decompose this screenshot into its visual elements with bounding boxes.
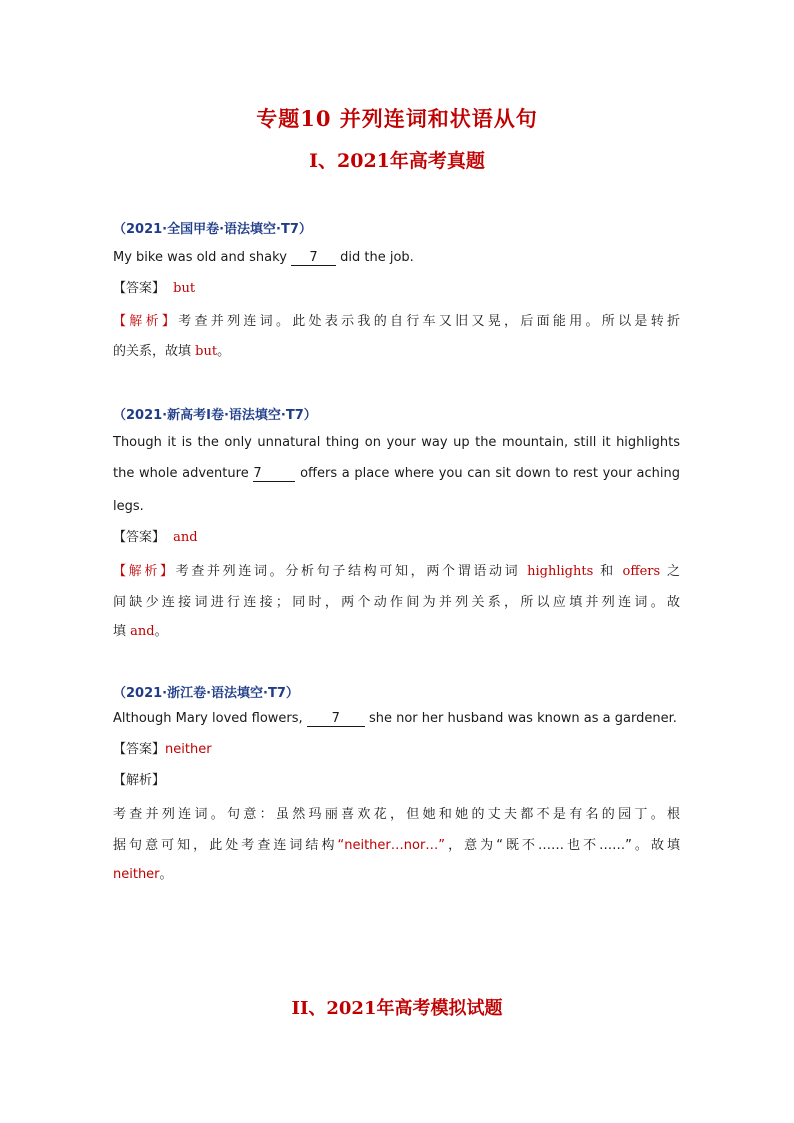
q2-answer-label: 【答案】	[113, 530, 166, 545]
q3-stem-before: Although Mary loved flowers,	[113, 711, 307, 726]
q2-answer-value: and	[173, 530, 198, 545]
q1-analysis-answer: but	[195, 344, 218, 359]
q1-analysis-line1	[113, 310, 680, 329]
q1-answer-label: 【答案】	[113, 281, 166, 296]
q3-analysis-line2	[113, 834, 680, 853]
q2-stem-after: offers a place where you can sit down to rest your aching	[295, 466, 680, 481]
q1-analysis-text2: 的关系，故填	[113, 344, 196, 359]
q2-analysis-line2: 间缺少连接词进行连接；同时，两个动作间为并列关系，所以应填并列连词。故	[113, 595, 680, 610]
q1-answer	[113, 279, 195, 299]
q3-blank: 7	[307, 711, 365, 727]
q2-analysis-text1b: 和	[593, 564, 623, 579]
q2-analysis-suffix: 。	[154, 624, 168, 639]
q2-source: （2021·新高考I卷·语法填空·T7）	[113, 408, 317, 423]
q3-analysis-label: 【解析】	[113, 773, 166, 788]
q2-analysis-word2: offers	[622, 564, 661, 579]
q2-analysis-label: 【解析】	[113, 564, 176, 579]
q1-source: （2021·全国甲卷·语法填空·T7）	[113, 222, 312, 237]
q3-answer	[113, 740, 212, 760]
q3-answer-value: neither	[165, 742, 212, 757]
main-title: 专题10 并列连词和状语从句	[256, 106, 538, 131]
q3-analysis-line3	[113, 865, 173, 885]
q2-stem-line2	[113, 466, 680, 482]
q3-stem	[113, 709, 677, 729]
q2-analysis-word1: highlights	[527, 564, 594, 579]
q3-source: （2021·浙江卷·语法填空·T7）	[113, 686, 299, 701]
q1-answer-value: but	[173, 281, 196, 296]
q2-stem-line1: Though it is the only unnatural thing on your way up the mountain, still it highlights	[113, 435, 680, 450]
q1-analysis-suffix: 。	[217, 344, 231, 359]
q3-analysis-text2a: 据句意可知，此处考查连词结构	[113, 838, 338, 853]
q1-stem-after: did the job.	[336, 250, 414, 265]
q3-stem-after: she nor her husband was known as a gardener.	[364, 711, 677, 726]
q1-analysis-label: 【解析】	[113, 314, 179, 329]
q2-stem-line3: legs.	[113, 499, 144, 514]
section-title-1: I、2021年高考真题	[309, 150, 485, 172]
q1-blank: 7	[291, 250, 336, 266]
q1-analysis-line2	[113, 342, 230, 362]
q3-analysis-text2b: ，意为“既不……也不……”。故填	[445, 838, 680, 853]
q3-answer-label: 【答案】	[113, 742, 166, 757]
q2-analysis-text1c: 之	[660, 564, 680, 579]
q2-blank: 7	[253, 466, 295, 482]
q2-analysis-text3: 填	[113, 624, 131, 639]
q3-analysis-structure: “neither…nor…”	[337, 838, 446, 853]
q2-analysis-answer: and	[130, 624, 155, 639]
q3-analysis-answer: neither	[113, 867, 160, 882]
q1-stem-before: My bike was old and shaky	[113, 250, 292, 265]
q2-analysis-text1a: 考查并列连词。分析句子结构可知，两个谓语动词	[175, 564, 528, 579]
q2-analysis-line3	[113, 622, 168, 642]
q3-analysis-line1: 考查并列连词。句意：虽然玛丽喜欢花，但她和她的丈夫都不是有名的园丁。根	[113, 807, 680, 822]
q2-answer	[113, 528, 198, 548]
q3-analysis-suffix: 。	[159, 867, 173, 882]
q2-stem-before: the whole adventure	[113, 466, 254, 481]
q1-analysis-text1: 考查并列连词。此处表示我的自行车又旧又晃，后面能用。所以是转折	[178, 314, 680, 329]
q1-stem	[113, 248, 414, 268]
section-title-2: II、2021年高考模拟试题	[291, 998, 503, 1019]
q2-analysis-line1	[113, 560, 680, 579]
